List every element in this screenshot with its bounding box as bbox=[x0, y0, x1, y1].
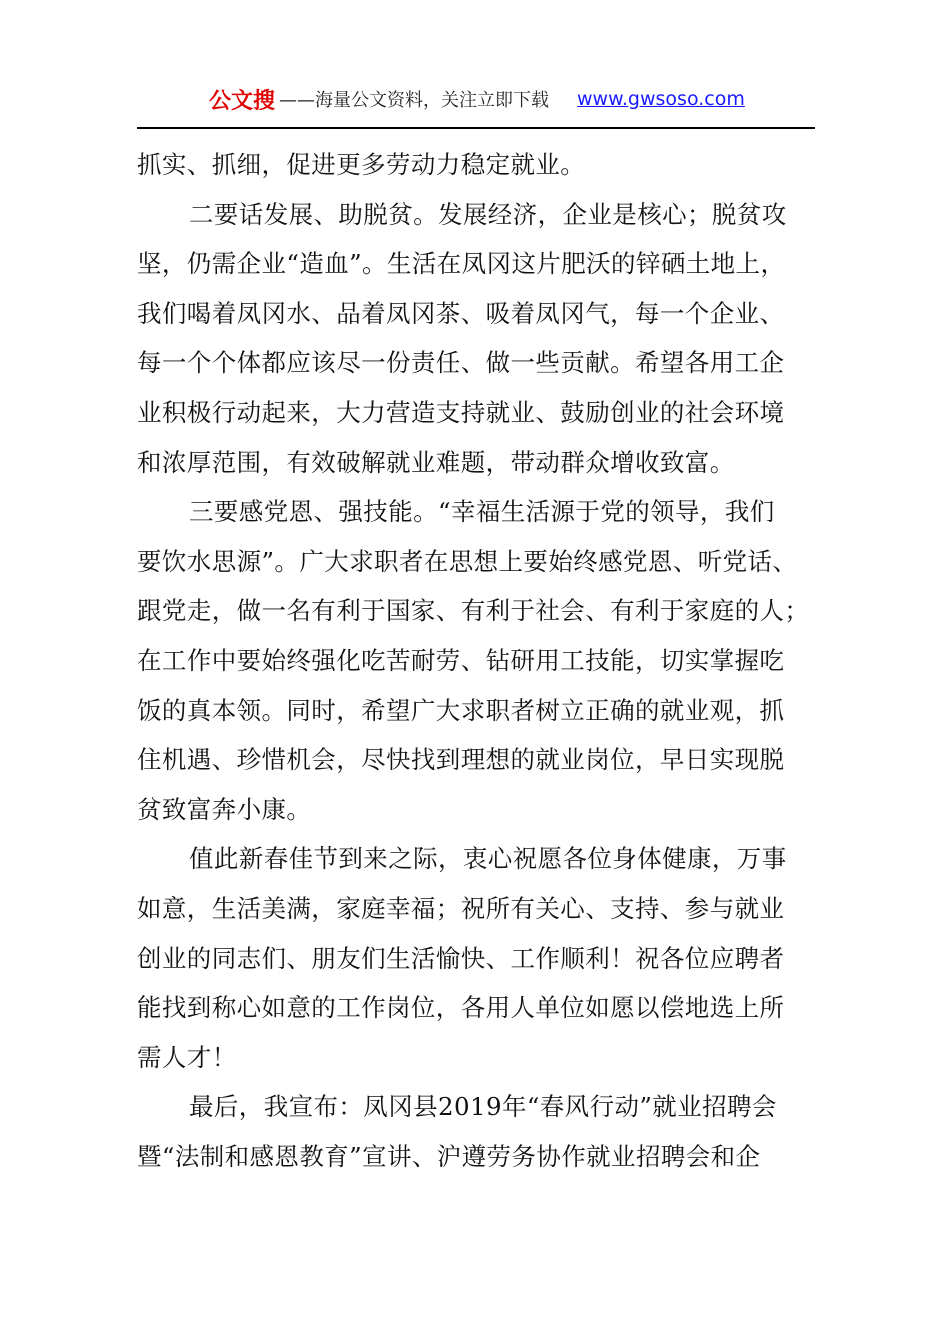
page-header bbox=[137, 82, 815, 116]
text-line: 三要感党恩、强技能。“幸福生活源于党的领导，我们 bbox=[189, 497, 775, 527]
text-line: 贫致富奔小康。 bbox=[137, 794, 312, 824]
header-tagline: ——海量公文资料，关注立即下载 bbox=[279, 90, 550, 111]
text-line: 和浓厚范围，有效破解就业难题，带动群众增收致富。 bbox=[137, 447, 735, 477]
text-line: 最后，我宣布：凤冈县2019年“春风行动”就业招聘会 bbox=[189, 1092, 777, 1122]
text-line: 需人才！ bbox=[137, 1042, 237, 1072]
text-line: 要饮水思源”。广大求职者在思想上要始终感党恩、听党话、 bbox=[137, 546, 798, 576]
text-line: 住机遇、珍惜机会，尽快找到理想的就业岗位，早日实现脱 bbox=[137, 745, 785, 775]
text-line: 暨“法制和感恩教育”宣讲、沪遵劳务协作就业招聘会和企 bbox=[137, 1141, 761, 1171]
text-line: 饭的真本领。同时，希望广大求职者树立正确的就业观，抓 bbox=[137, 695, 785, 725]
text-line: 二要话发展、助脱贫。发展经济，企业是核心；脱贫攻 bbox=[189, 199, 787, 229]
header-divider bbox=[137, 127, 815, 129]
site-link[interactable]: www.gwsoso.com bbox=[577, 88, 745, 110]
text-line: 创业的同志们、朋友们生活愉快、工作顺利！祝各位应聘者 bbox=[137, 943, 785, 973]
document-body bbox=[137, 140, 817, 1181]
text-line: 每一个个体都应该尽一份责任、做一些贡献。希望各用工企 bbox=[137, 348, 785, 378]
text-line: 我们喝着凤冈水、品着凤冈茶、吸着凤冈气，每一个企业、 bbox=[137, 298, 785, 328]
brand-logo-text: 公文搜 bbox=[209, 88, 276, 114]
text-line: 坚，仍需企业“造血”。生活在凤冈这片肥沃的锌硒土地上， bbox=[137, 249, 786, 279]
text-line: 在工作中要始终强化吃苦耐劳、钻研用工技能，切实掌握吃 bbox=[137, 645, 785, 675]
text-line: 抓实、抓细，促进更多劳动力稳定就业。 bbox=[137, 150, 586, 179]
text-line: 值此新春佳节到来之际，衷心祝愿各位身体健康，万事 bbox=[189, 844, 787, 874]
text-line: 能找到称心如意的工作岗位，各用人单位如愿以偿地选上所 bbox=[137, 993, 785, 1023]
text-line: 跟党走，做一名有利于国家、有利于社会、有利于家庭的人； bbox=[137, 596, 810, 626]
text-line: 业积极行动起来，大力营造支持就业、鼓励创业的社会环境 bbox=[137, 397, 785, 427]
text-line: 如意，生活美满，家庭幸福；祝所有关心、支持、参与就业 bbox=[137, 893, 785, 923]
